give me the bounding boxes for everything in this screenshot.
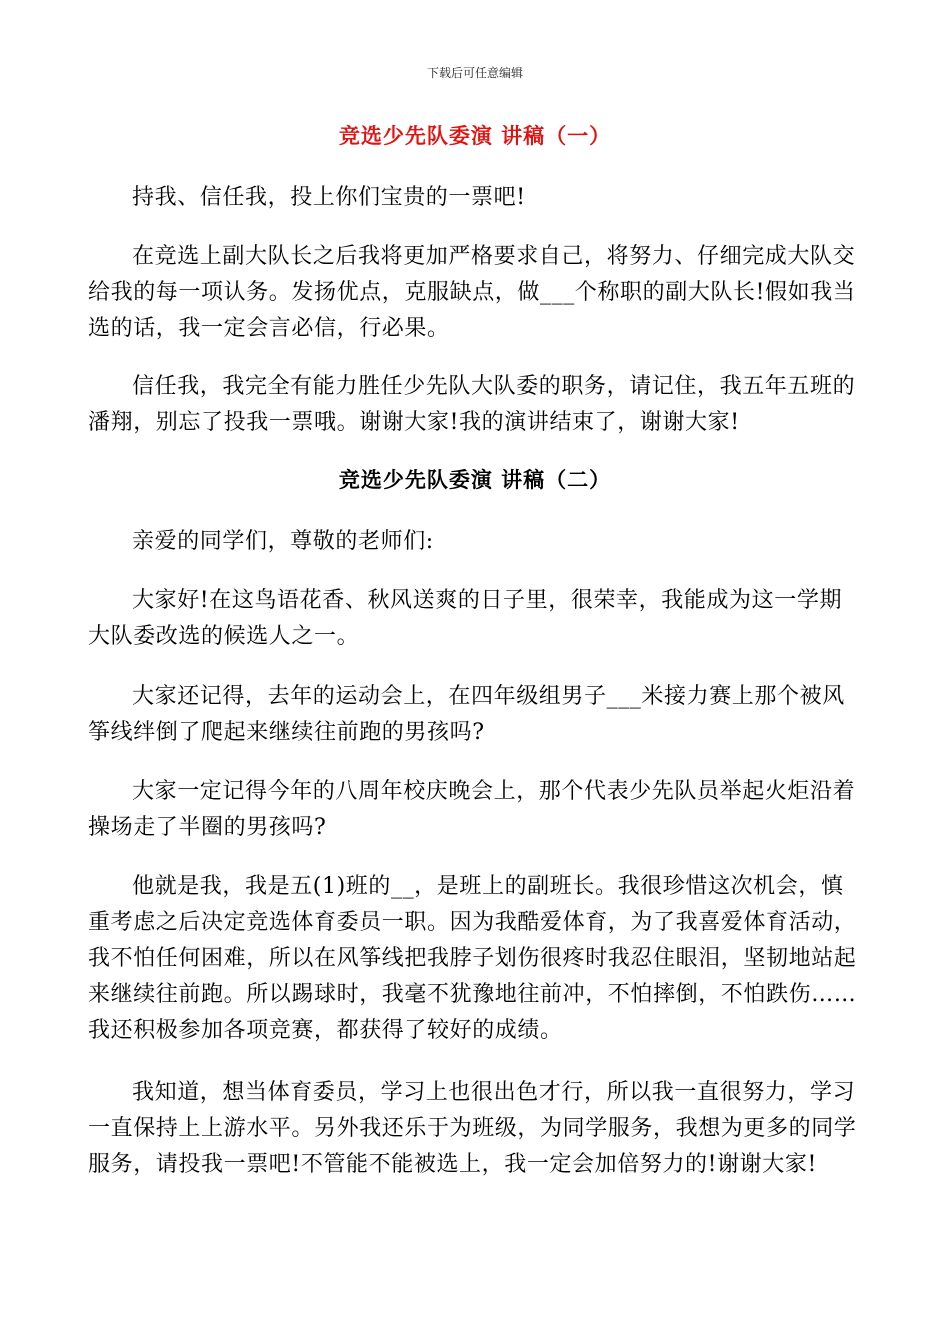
section-title-2: 竞选少先队委演 讲稿（二） — [338, 467, 612, 492]
paragraph: 他就是我，我是五(1)班的__，是班上的副班长。我很珍惜这次机会，慎重考虑之后决定竞选体育委员一职。因为我酷爱体育，为了我喜爱体育活动，我不怕任何困难，所以在风筝线把我脖子划伤很疼时我忍住眼泪，坚韧地站起来继续往前跑。所以踢球时，我毫不犹豫地往前冲，不怕摔倒，不怕跌伤……我还积极参加各项竞赛，都获得了较好的成绩。 — [88, 874, 857, 1043]
paragraph: 信任我，我完全有能力胜任少先队大队委的职务，请记住，我五年五班的潘翔，别忘了投我一票哦。谢谢大家!我的演讲结束了，谢谢大家! — [88, 374, 856, 435]
paragraph: 持我、信任我，投上你们宝贵的一票吧! — [132, 185, 526, 210]
section-title-1: 竞选少先队委演 讲稿（一） — [338, 123, 612, 148]
header-note: 下载后可任意编辑 — [426, 66, 523, 80]
paragraph: 我知道，想当体育委员，学习上也很出色才行，所以我一直很努力，学习一直保持上上游水平。另外我还乐于为班级，为同学服务，我想为更多的同学服务，请投我一票吧!不管能不能被选上，我一定会加倍努力的!谢谢大家! — [88, 1080, 857, 1177]
paragraph: 大家好!在这鸟语花香、秋风送爽的日子里，很荣幸，我能成为这一学期大队委改选的候选人之一。 — [88, 588, 843, 649]
paragraph: 在竞选上副大队长之后我将更加严格要求自己，将努力、仔细完成大队交给我的每一项认务。发扬优点，克服缺点，做___个称职的副大队长!假如我当选的话，我一定会言必信，行必果。 — [88, 244, 856, 341]
paragraph: 亲爱的同学们，尊敬的老师们: — [132, 529, 434, 554]
paragraph: 大家一定记得今年的八周年校庆晚会上，那个代表少先队员举起火炬沿着操场走了半圈的男孩吗? — [88, 779, 856, 840]
paragraph: 大家还记得，去年的运动会上，在四年级组男子___米接力赛上那个被风筝线绊倒了爬起来继续往前跑的男孩吗? — [88, 684, 845, 745]
